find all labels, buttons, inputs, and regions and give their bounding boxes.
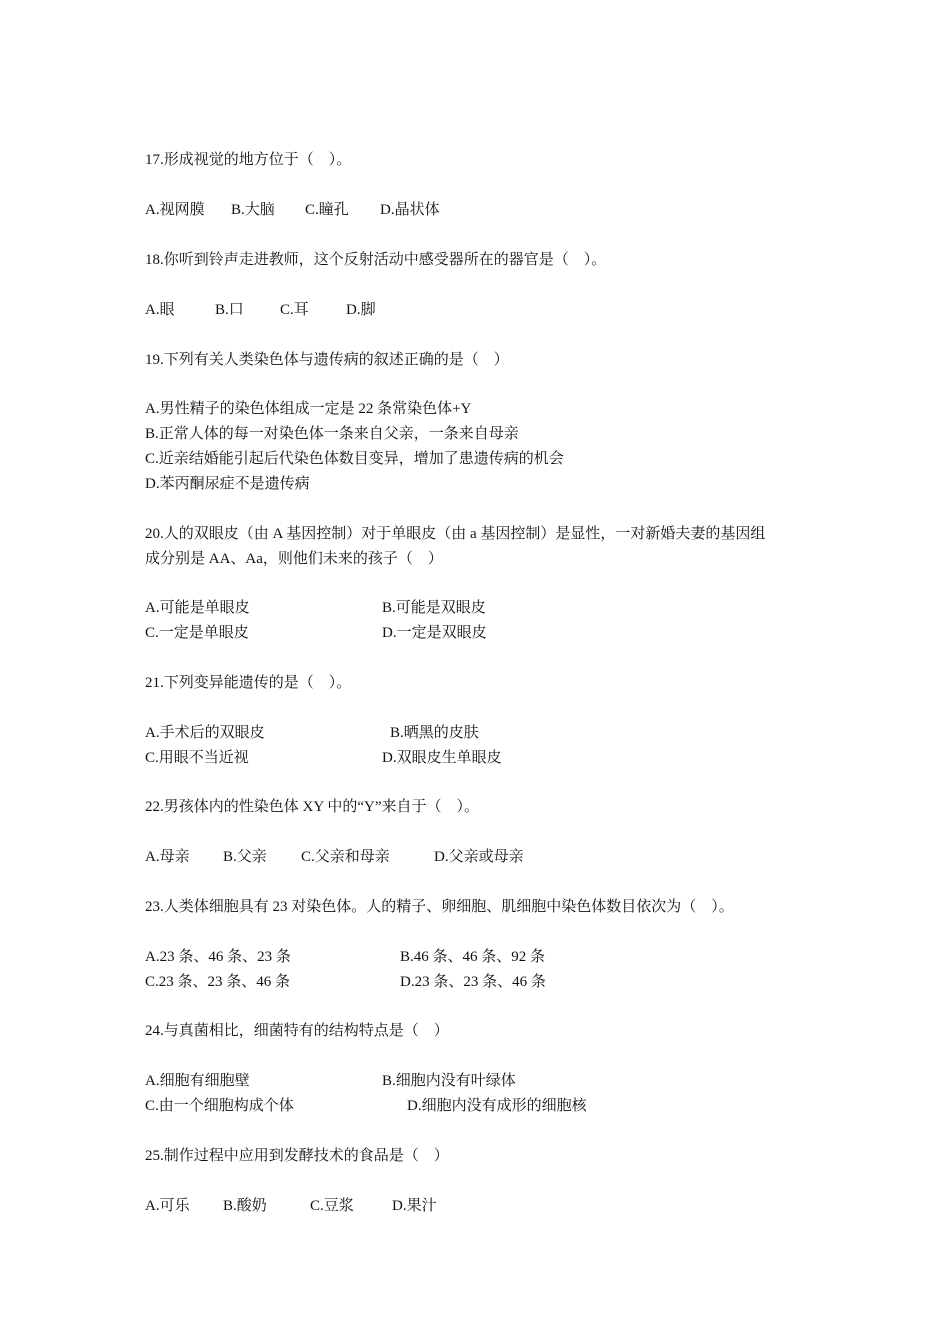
question-25-stem: 25.制作过程中应用到发酵技术的食品是（ ）	[145, 1148, 449, 1164]
option-c: C.23 条、23 条、46 条	[145, 974, 291, 990]
question-19-option-b: B.正常人体的每一对染色体一条来自父亲，一条来自母亲	[145, 426, 519, 442]
option-a: A.可能是单眼皮	[145, 600, 250, 616]
option-d: D.脚	[346, 302, 376, 318]
option-d: D.果汁	[392, 1198, 437, 1214]
question-19-option-d: D.苯丙酮尿症不是遗传病	[145, 476, 310, 492]
option-c: C.用眼不当近视	[145, 750, 249, 766]
option-d: D.双眼皮生单眼皮	[382, 750, 502, 766]
option-b: B.可能是双眼皮	[382, 600, 486, 616]
option-c: C.父亲和母亲	[301, 849, 390, 865]
option-b: B.酸奶	[223, 1198, 267, 1214]
option-a: A.眼	[145, 302, 175, 318]
question-19-stem: 19.下列有关人类染色体与遗传病的叙述正确的是（ ）	[145, 352, 509, 368]
option-d: D.一定是双眼皮	[382, 625, 487, 641]
option-a: A.母亲	[145, 849, 190, 865]
question-17-stem: 17.形成视觉的地方位于（ ）。	[145, 152, 352, 168]
option-a: A.手术后的双眼皮	[145, 725, 265, 741]
option-d: D.晶状体	[380, 202, 440, 218]
question-22-stem: 22.男孩体内的性染色体 XY 中的“Y”来自于（ ）。	[145, 799, 480, 815]
question-21-stem: 21.下列变异能遗传的是（ ）。	[145, 675, 352, 691]
option-c: C.耳	[280, 302, 309, 318]
option-d: D.父亲或母亲	[434, 849, 524, 865]
option-b: B.口	[215, 302, 244, 318]
option-b: B.晒黑的皮肤	[390, 725, 479, 741]
question-23-stem: 23.人类体细胞具有 23 对染色体。人的精子、卵细胞、肌细胞中染色体数目依次为（ ）。	[145, 899, 734, 915]
option-c: C.豆浆	[310, 1198, 354, 1214]
question-20-stem-line-1: 20.人的双眼皮（由 A 基因控制）对于单眼皮（由 a 基因控制）是显性，一对新婚夫妻的基因组	[145, 526, 766, 542]
option-a: A.视网膜	[145, 202, 205, 218]
option-c: C.由一个细胞构成个体	[145, 1098, 294, 1114]
option-a: A.23 条、46 条、23 条	[145, 949, 291, 965]
option-b: B.细胞内没有叶绿体	[382, 1073, 516, 1089]
question-19-option-c: C.近亲结婚能引起后代染色体数目变异，增加了患遗传病的机会	[145, 451, 564, 467]
option-d: D.细胞内没有成形的细胞核	[407, 1098, 587, 1114]
option-b: B.大脑	[231, 202, 275, 218]
option-a: A.可乐	[145, 1198, 190, 1214]
question-19-option-a: A.男性精子的染色体组成一定是 22 条常染色体+Y	[145, 401, 472, 417]
option-b: B.46 条、46 条、92 条	[400, 949, 546, 965]
option-b: B.父亲	[223, 849, 267, 865]
option-a: A.细胞有细胞壁	[145, 1073, 250, 1089]
question-24-stem: 24.与真菌相比，细菌特有的结构特点是（ ）	[145, 1023, 449, 1039]
question-20-stem-line-2: 成分别是 AA、Aa，则他们未来的孩子（ ）	[145, 551, 443, 567]
option-c: C.瞳孔	[305, 202, 349, 218]
option-c: C.一定是单眼皮	[145, 625, 249, 641]
option-d: D.23 条、23 条、46 条	[400, 974, 546, 990]
question-18-stem: 18.你听到铃声走进教师，这个反射活动中感受器所在的器官是（ ）。	[145, 252, 607, 268]
